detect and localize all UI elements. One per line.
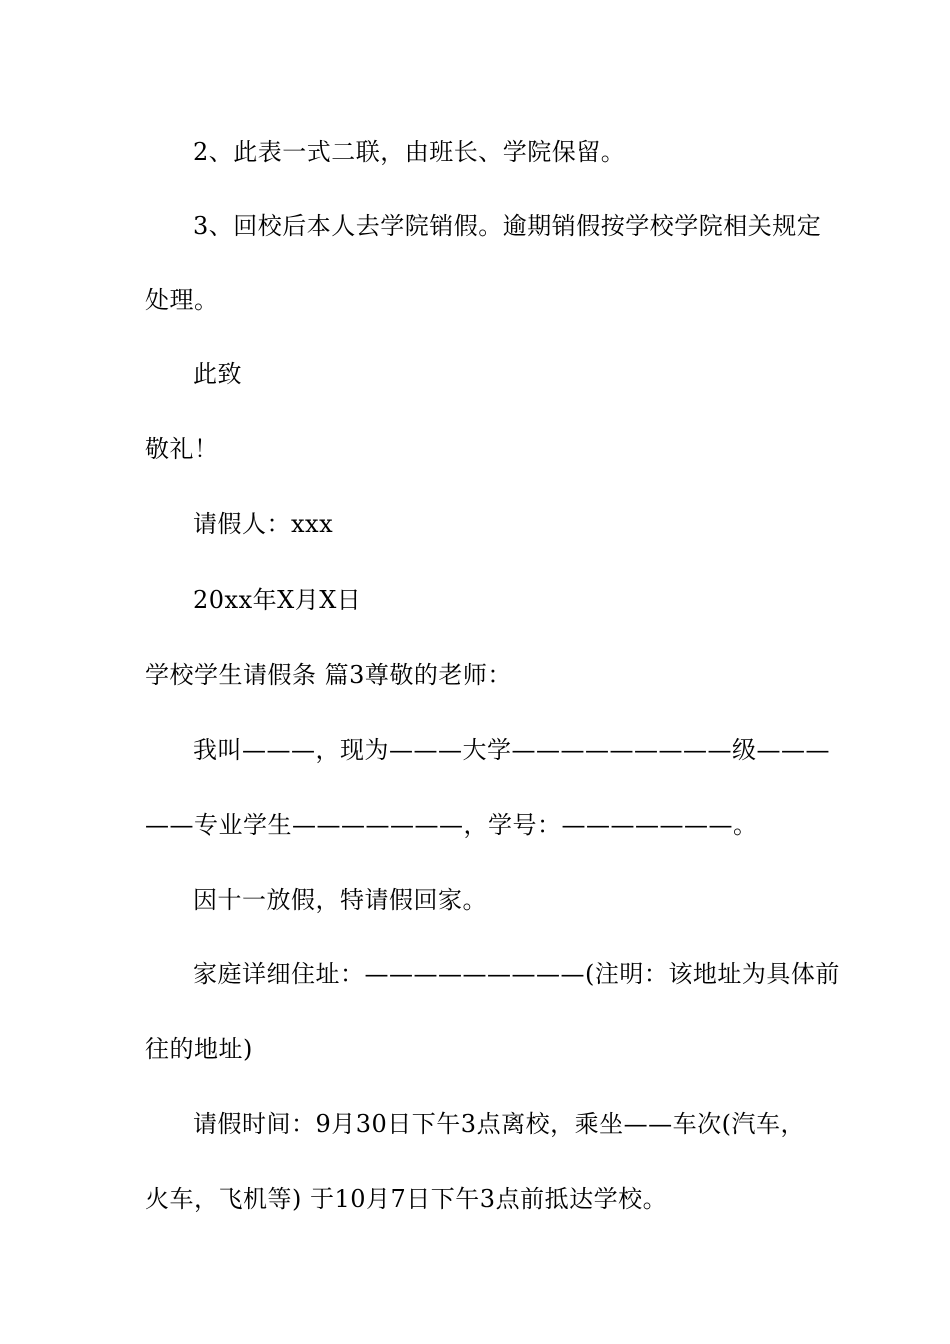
paragraph-reason: 因十一放假，特请假回家。	[193, 886, 487, 914]
paragraph-address-cont: 往的地址)	[145, 1035, 253, 1063]
paragraph-student-info: 我叫———，现为———大学—————————级———	[193, 736, 830, 764]
paragraph-return-note: 3、回校后本人去学院销假。逾期销假按学校学院相关规定	[193, 212, 822, 240]
signature-date: 20xx年X月X日	[193, 586, 362, 614]
closing-salutation: 此致	[193, 360, 242, 388]
paragraph-copy-note: 2、此表一式二联，由班长、学院保留。	[193, 138, 626, 166]
applicant-signature: 请假人：xxx	[193, 510, 334, 538]
section-heading: 学校学生请假条 篇3尊敬的老师：	[145, 661, 512, 689]
paragraph-address: 家庭详细住址：—————————(注明：该地址为具体前	[193, 960, 840, 988]
paragraph-leave-time: 请假时间：9月30日下午3点离校，乘坐——车次(汽车，	[193, 1110, 805, 1138]
closing-regards: 敬礼！	[145, 435, 219, 463]
paragraph-return-note-cont: 处理。	[145, 286, 219, 314]
paragraph-leave-time-cont: 火车，飞机等) 于10月7日下午3点前抵达学校。	[145, 1185, 668, 1213]
paragraph-student-info-cont: ——专业学生———————，学号：———————。	[145, 811, 758, 839]
